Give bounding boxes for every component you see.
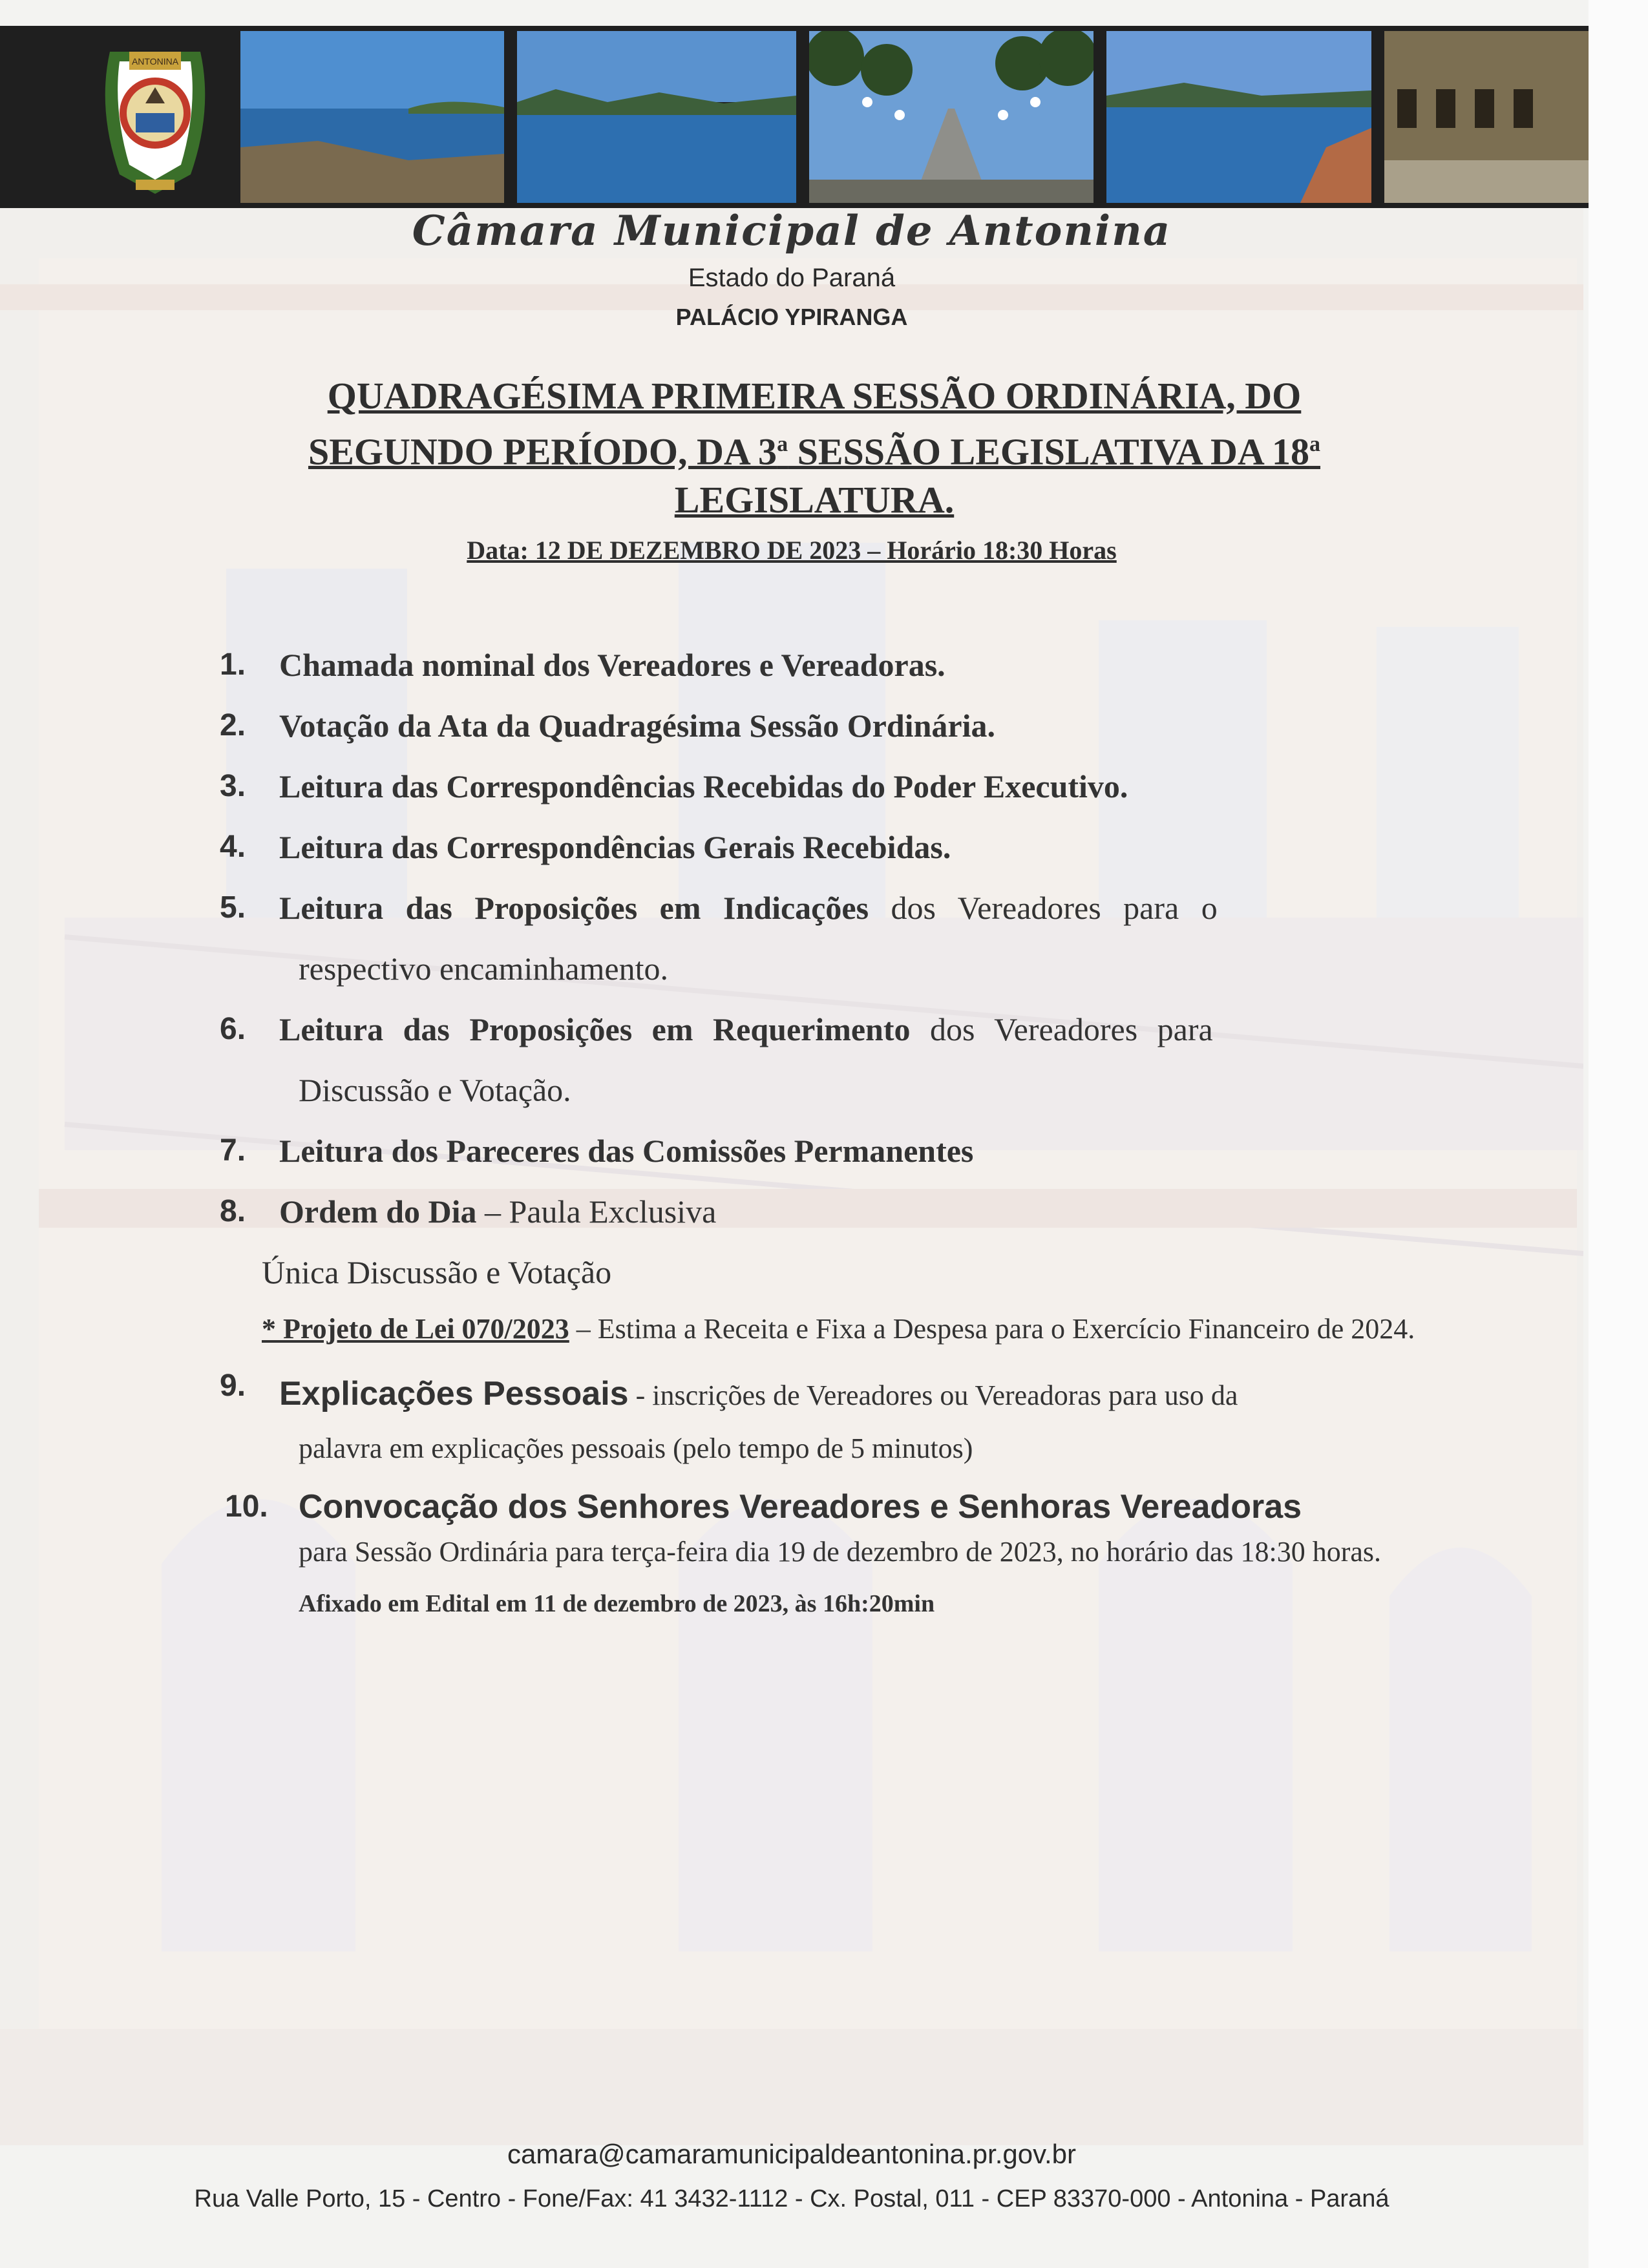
agenda-number: 7. bbox=[220, 1133, 246, 1168]
agenda-number: 3. bbox=[220, 769, 246, 803]
footer-address: Rua Valle Porto, 15 - Centro - Fone/Fax: 41 3432-1112 - Cx. Postal, 011 - CEP 83370-000 - Antonina - Paraná bbox=[194, 2185, 1389, 2212]
agenda-continuation: para Sessão Ordinária para terça-feira dia 19 de dezembro de 2023, no horário das 18:30 horas. bbox=[299, 1536, 1382, 1568]
coat-of-arms-logo bbox=[84, 26, 226, 208]
agenda-number: 6. bbox=[220, 1012, 246, 1046]
agenda-text: Votação da Ata da Quadragésima Sessão Ordinária. bbox=[279, 708, 995, 744]
agenda-item-8 bbox=[220, 1193, 1503, 1354]
session-date: Data: 12 DE DEZEMBRO DE 2023 – Horário 18:30 Horas bbox=[467, 536, 1117, 565]
agenda-text-rest: dos Vereadores para bbox=[910, 1011, 1213, 1047]
agenda-item-10 bbox=[220, 1488, 1503, 1622]
promenade-photo bbox=[809, 31, 1093, 203]
agenda-text-rest: – Paula Exclusiva bbox=[476, 1193, 717, 1230]
agenda-item-3 bbox=[220, 768, 1503, 805]
agenda-item-1 bbox=[220, 646, 1503, 684]
affixed-note: Afixado em Edital em 11 de dezembro de 2023, às 16h:20min bbox=[299, 1590, 935, 1617]
page-right-margin bbox=[1589, 0, 1648, 2268]
bay-photo-3 bbox=[1106, 31, 1371, 203]
agenda-number: 8. bbox=[220, 1194, 246, 1228]
bay-photo-1 bbox=[240, 31, 504, 203]
agenda-text-bold: Explicações Pessoais bbox=[279, 1375, 629, 1412]
agenda-text-rest: dos Vereadores para o bbox=[869, 890, 1218, 926]
agenda-item-7 bbox=[220, 1132, 1503, 1170]
bill-label: * Projeto de Lei 070/2023 bbox=[262, 1313, 569, 1345]
bill-description: – Estima a Receita e Fixa a Despesa para o Exercício Financeiro de 2024. bbox=[569, 1313, 1415, 1345]
ordinal-sup-2: a bbox=[1309, 432, 1321, 456]
agenda-item-2 bbox=[220, 707, 1503, 744]
agenda-continuation: Discussão e Votação. bbox=[299, 1072, 571, 1108]
header-banner bbox=[0, 26, 1589, 208]
agenda-number: 1. bbox=[220, 647, 246, 682]
agenda-item-6 bbox=[220, 1011, 1503, 1109]
logo-text: ANTONINA bbox=[131, 56, 179, 67]
agenda-text: Leitura das Correspondências Recebidas do Poder Executivo. bbox=[279, 768, 1128, 804]
ordinal-sup-1: a bbox=[777, 432, 788, 456]
agenda-text-rest: - inscrições de Vereadores ou Vereadoras para uso da bbox=[628, 1380, 1238, 1411]
agenda-continuation: respectivo encaminhamento. bbox=[299, 950, 668, 987]
session-title-line2b: SESSÃO LEGISLATIVA DA 18 bbox=[788, 430, 1310, 473]
session-title bbox=[213, 372, 1415, 524]
agenda-item-5 bbox=[220, 889, 1503, 987]
session-title-line3: LEGISLATURA. bbox=[674, 479, 955, 521]
agenda-number: 5. bbox=[220, 890, 246, 925]
agenda-text-bold: Leitura das Proposições em Requerimento bbox=[279, 1011, 911, 1047]
agenda-number: 2. bbox=[220, 708, 246, 742]
agenda-text: Leitura das Correspondências Gerais Recebidas. bbox=[279, 829, 951, 865]
agenda-number: 9. bbox=[220, 1369, 246, 1403]
state-name: Estado do Paraná bbox=[688, 264, 896, 292]
agenda-continuation: palavra em explicações pessoais (pelo tempo de 5 minutos) bbox=[299, 1433, 973, 1464]
agenda-text: Leitura dos Pareceres das Comissões Permanentes bbox=[279, 1133, 974, 1169]
agenda-list bbox=[220, 646, 1503, 1646]
agenda-number: 10. bbox=[225, 1489, 268, 1524]
agenda-item-4 bbox=[220, 828, 1503, 866]
session-title-line1: QUADRAGÉSIMA PRIMEIRA SESSÃO ORDINÁRIA, DO bbox=[327, 375, 1302, 417]
palace-name: PALÁCIO YPIRANGA bbox=[675, 304, 908, 330]
session-title-line2a: SEGUNDO PERÍODO, DA 3 bbox=[308, 430, 777, 473]
agenda-item-9 bbox=[220, 1367, 1503, 1475]
bay-photo-2 bbox=[517, 31, 796, 203]
ruins-photo bbox=[1384, 31, 1589, 203]
chamber-name: Câmara Municipal de Antonina bbox=[412, 207, 1172, 255]
agenda-text: Chamada nominal dos Vereadores e Vereadoras. bbox=[279, 647, 945, 683]
agenda-subheading: Única Discussão e Votação bbox=[262, 1254, 612, 1290]
agenda-number: 4. bbox=[220, 830, 246, 864]
agenda-text-bold: Leitura das Proposições em Indicações bbox=[279, 890, 869, 926]
agenda-text-bold: Ordem do Dia bbox=[279, 1193, 477, 1230]
bill-entry bbox=[262, 1304, 1503, 1354]
footer-email: camara@camaramunicipaldeantonina.pr.gov.br bbox=[507, 2139, 1076, 2169]
agenda-text-bold: Convocação dos Senhores Vereadores e Senhoras Vereadoras bbox=[299, 1488, 1302, 1526]
